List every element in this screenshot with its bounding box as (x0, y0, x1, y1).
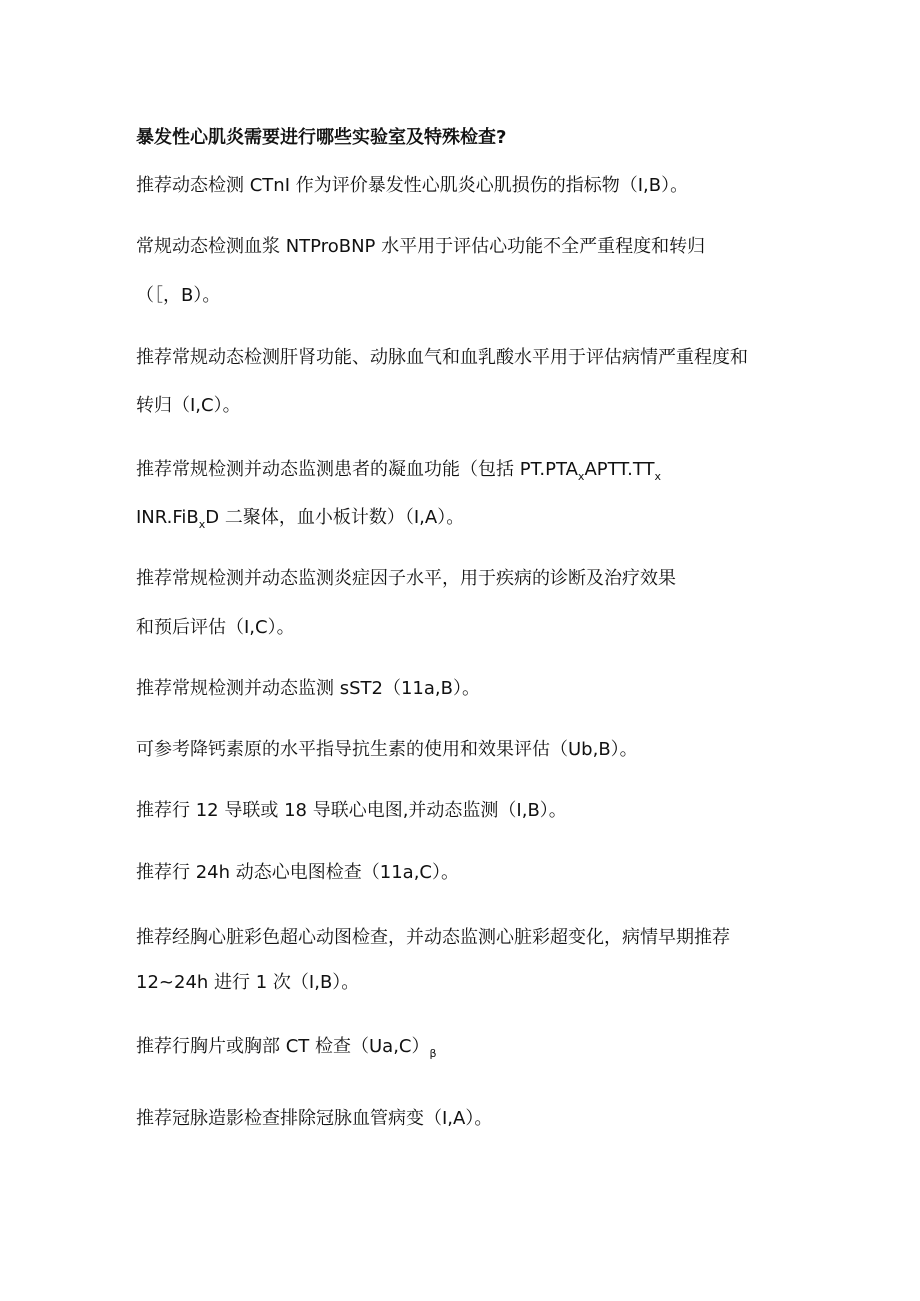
text-line: 推荐常规动态检测肝肾功能、动脉血气和血乳酸水平用于评估病情严重程度和 (136, 347, 748, 368)
text-line: （［，B）。 (136, 285, 221, 306)
text-line: 常规动态检测血浆 NTProBNP 水平用于评估心功能不全严重程度和转归 (136, 236, 706, 257)
text-fragment: 推荐行胸片或胸部 CT 检查（Ua,C） (136, 1036, 430, 1057)
subscript: β (429, 1047, 437, 1060)
text-line: 推荐常规检测并动态监测炎症因子水平，用于疾病的诊断及治疗效果 (136, 568, 676, 589)
text-line: 推荐冠脉造影检查排除冠脉血管病变（I,A）。 (136, 1108, 493, 1129)
subscript: x (198, 518, 206, 531)
text-line: 可参考降钙素原的水平指导抗生素的使用和效果评估（Ub,B）。 (136, 739, 638, 760)
text-line (136, 458, 661, 484)
subscript: x (577, 470, 585, 483)
text-line (136, 506, 464, 532)
text-line: 推荐行 24h 动态心电图检查（11a,C）。 (136, 862, 459, 883)
text-line: 转归（I,C）。 (136, 395, 241, 416)
page-title: 暴发性心肌炎需要进行哪些实验室及特殊检查? (136, 127, 507, 148)
text-line: 12~24h 进行 1 次（I,B）。 (136, 972, 360, 993)
text-line: 推荐常规检测并动态监测 sST2（11a,B）。 (136, 678, 480, 699)
text-fragment: INR.FiB (136, 507, 199, 528)
text-fragment: D 二聚体，血小板计数）（I,A）。 (205, 507, 465, 528)
text-line: 推荐动态检测 CTnI 作为评价暴发性心肌炎心肌损伤的指标物（I,B）。 (136, 175, 689, 196)
text-line: 推荐经胸心脏彩色超心动图检查，并动态监测心脏彩超变化，病情早期推荐 (136, 927, 730, 948)
text-line (136, 1035, 437, 1061)
text-line: 推荐行 12 导联或 18 导联心电图,并动态监测（I,B）。 (136, 800, 567, 821)
text-line: 和预后评估（I,C）。 (136, 617, 295, 638)
subscript: x (654, 470, 662, 483)
text-fragment: 推荐常规检测并动态监测患者的凝血功能（包括 PT.PTA (136, 459, 578, 480)
text-fragment: APTT.TT (584, 459, 655, 480)
